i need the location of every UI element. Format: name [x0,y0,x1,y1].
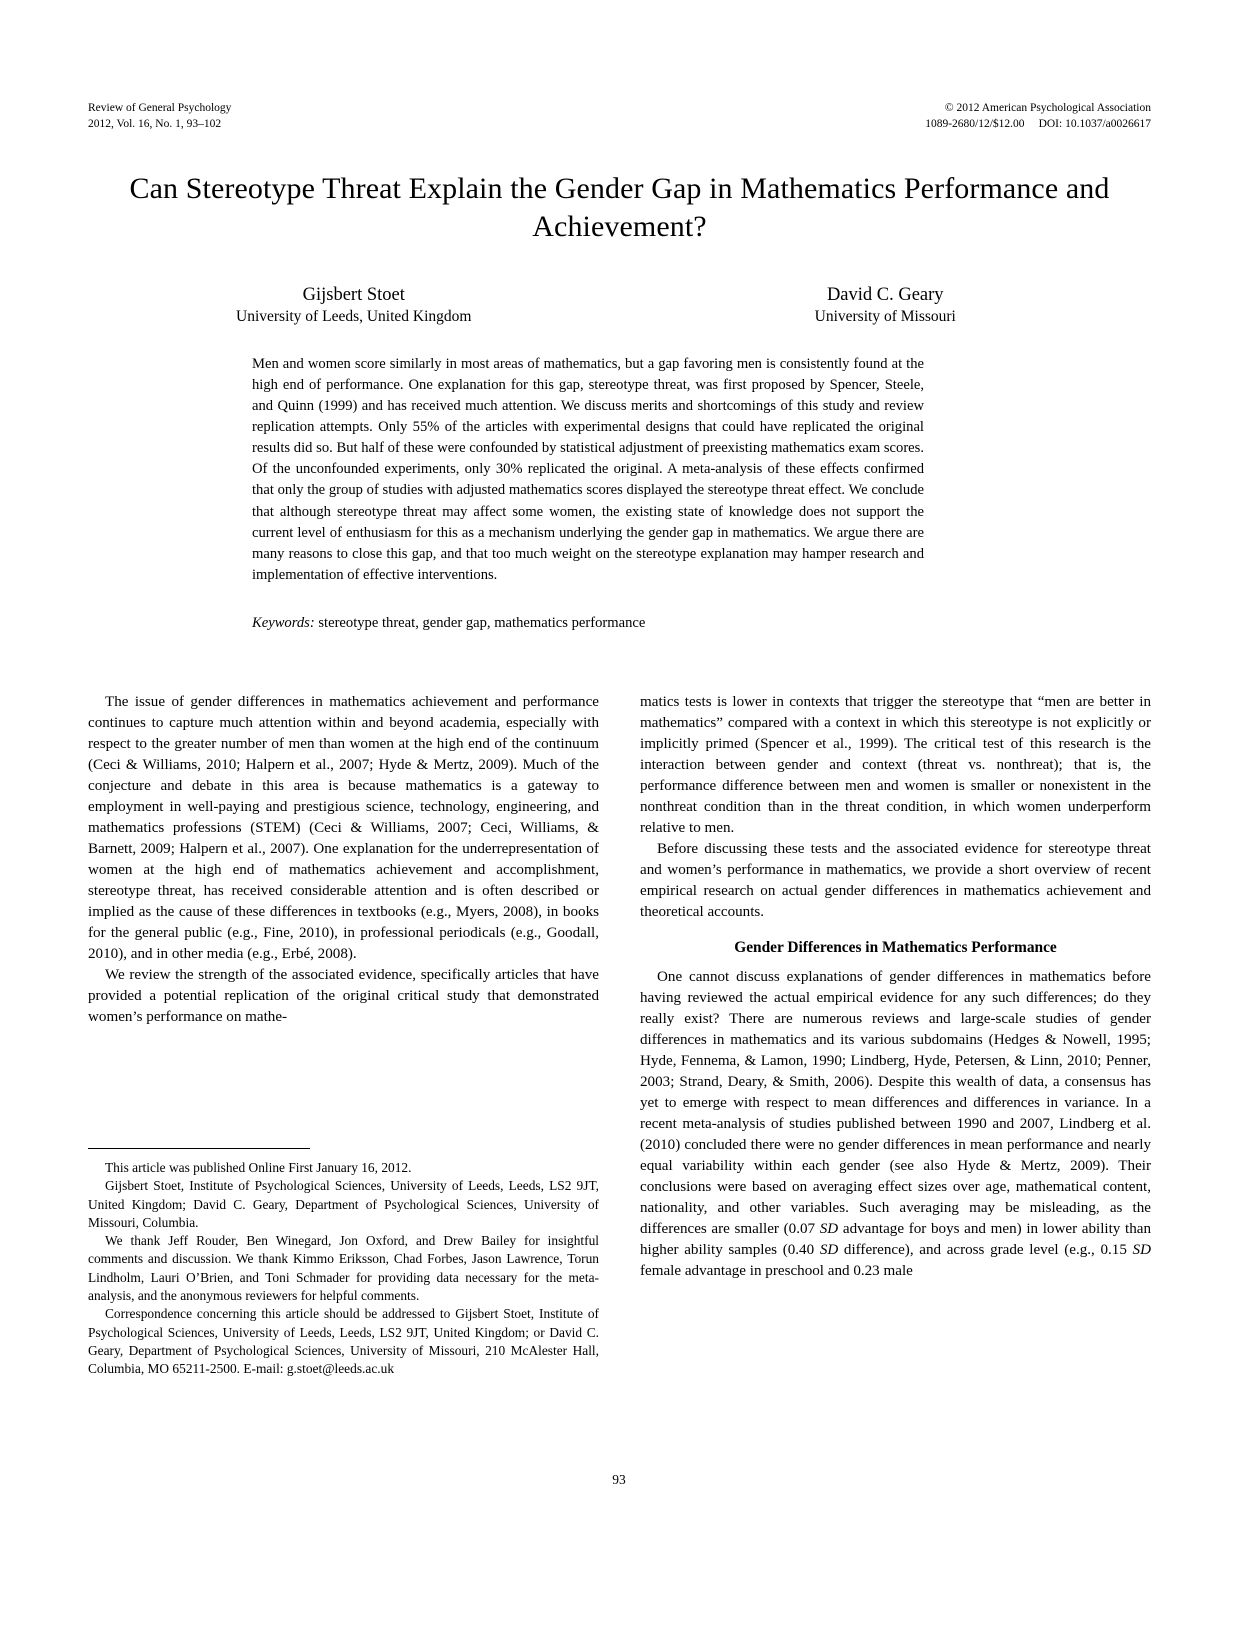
page-title: Can Stereotype Threat Explain the Gender Gap in Mathematics Performance and Achievement? [129,172,1110,244]
footnote-rule [88,1148,310,1149]
paragraph-part: female advantage in preschool and 0.23 male [640,1263,913,1280]
author-entry-1 [88,283,620,327]
keywords-line [252,613,924,634]
abstract: Men and women score similarly in most areas of mathematics, but a gap favoring men is consistently found at the high end of performance. One explanation for this gap, stereotype threat, was first proposed by Spencer, Steele, and Quinn (1999) and has received much attention. We discuss merits and shortcomings of this study and review replication attempts. Only 55% of the articles with experimental designs that could have replicated the original results did so. But half of these were confounded by statistical adjustment of preexisting mathematics exam scores. Of the unconfounded experiments, only 30% replicated the original. A meta-analysis of these effects confirmed that only the group of studies with adjusted mathematics scores displayed the stereotype threat effect. We conclude that although stereotype threat may affect some women, the existing state of knowledge does not support the current level of enthusiasm for this as a mechanism underlying the gender gap in mathematics. We argue there are many reasons to close this gap, and that too much weight on the stereotype explanation may hamper research and implementation of effective interventions. [252,356,924,583]
issn-doi-line [925,116,1151,132]
keywords-list: stereotype threat, gender gap, mathematics performance [314,615,646,631]
paragraph [640,967,1151,1282]
footnote-block [88,1148,599,1379]
masthead [88,100,1151,133]
section-heading: Gender Differences in Mathematics Performance [734,939,1057,956]
doi: DOI: 10.1037/a0026617 [1038,118,1151,131]
author-name: David C. Geary [826,285,944,305]
column-left [88,692,599,1452]
journal-issue: 2012, Vol. 16, No. 1, 93–102 [88,118,222,131]
paragraph-part: difference), and across grade level (e.g., 0.15 [838,1242,1133,1259]
author-block [88,283,1151,327]
masthead-right [925,100,1151,133]
paragraph: The issue of gender differences in mathematics achievement and performance continues to capture much attention within and beyond academia, especially with respect to the greater number of men than women at the high end of the continuum (Ceci & Williams, 2010; Halpern et al., 2007; Hyde & Mertz, 2009). Much of the conjecture and debate in this area is because mathematics is a gateway to employment in well-paying and prestigious science, technology, engineering, and mathematics professions (STEM) (Ceci & Williams, 2007; Ceci, Williams, & Barnett, 2009; Halpern et al., 2007). One explanation for the underrepresentation of women at the high end of mathematics achievement and accomplishment, stereotype threat, has received considerable attention and is often described or implied as the cause of these differences in textbooks (e.g., Myers, 2008), in books for the general public (e.g., Fine, 2010), in professional periodicals (e.g., Goodall, 2010), and in other media (e.g., Erbé, 2008). [88,694,599,962]
paragraph-part: advantage for boys and men) in lower ability than higher ability samples (0.40 [640,1221,1151,1259]
paragraph-part: One cannot discuss explanations of gender differences in mathematics before having reviewed the actual empirical evidence for any such differences; do they really exist? There are numerous reviews and large-scale studies of gender differences in mathematics and its various subdomains (Hedges & Nowell, 1995; Hyde, Fennema, & Lamon, 1990; Lindberg, Hyde, Petersen, & Linn, 2010; Penner, 2003; Strand, Deary, & Smith, 2006). Despite this wealth of data, a consensus has yet to emerge with respect to mean differences and differences in variance. In a recent meta-analysis of studies published between 1990 and 2007, Lindberg et al. (2010) concluded there were no gender differences in mean performance and nearly equal variability within each gender (see also Hyde & Mertz, 2009). Their conclusions were based on averaging effect sizes over age, mathematical content, nationality, and other variables. Such averaging may be misleading, as the differences are smaller (0.07 [640,969,1151,1238]
copyright-line: © 2012 American Psychological Association [944,102,1151,114]
column-right [640,692,1151,1452]
body-columns [88,692,1151,1452]
author-name: Gijsbert Stoet [302,285,405,305]
journal-name: Review of General Psychology [88,102,232,114]
paragraph: matics tests is lower in contexts that trigger the stereotype that “men are better in mathematics” compared with a context in which this stereotype is not explicitly or implicitly primed (Spencer et al., 1999). The critical test of this research is the interaction between gender and context (threat vs. nonthreat); that is, the performance difference between men and women is smaller or nonexistent in the nonthreat condition than in the threat condition, in which women underperform relative to men. [640,694,1151,836]
paragraph: We review the strength of the associated evidence, specifically articles that have provided a potential replication of the original critical study that demonstrated women’s performance on mathe- [88,967,599,1025]
footnote-item: Gijsbert Stoet, Institute of Psychological Sciences, University of Leeds, Leeds, LS2 9JT, United Kingdom; David C. Geary, Department of Psychological Sciences, University of Missouri, Columbia. [88,1178,599,1230]
page-number: 93 [612,1472,626,1487]
title-block [88,170,1151,247]
sd-abbrev: SD [819,1242,839,1259]
footnote-item: This article was published Online First January 16, 2012. [105,1160,412,1175]
author-affiliation: University of Leeds, United Kingdom [236,308,472,326]
footnote-item: Correspondence concerning this article should be addressed to Gijsbert Stoet, Institute of Psychological Sciences, University of Leeds, Leeds, LS2 9JT, United Kingdom; or David C. Geary, Department of Psychological Sciences, University of Missouri, 210 McAlester Hall, Columbia, MO 65211-2500. E-mail: g.stoet@leeds.ac.uk [88,1306,599,1377]
footnote-item: We thank Jeff Rouder, Ben Winegard, Jon Oxford, and Drew Bailey for insightful comments and discussion. We thank Kimmo Eriksson, Chad Forbes, Jason Lawrence, Torun Lindholm, Lauri O’Brien, and Toni Schmader for providing data necessary for the meta-analysis, and the anonymous reviewers for helpful comments. [88,1233,599,1304]
paragraph: Before discussing these tests and the associated evidence for stereotype threat and women’s performance in mathematics, we provide a short overview of recent empirical research on actual gender differences in mathematics achievement and theoretical accounts. [640,841,1151,920]
sd-abbrev: SD [1132,1242,1151,1259]
masthead-left [88,100,231,133]
author-affiliation: University of Missouri [814,308,956,326]
issn-price: 1089-2680/12/$12.00 [925,118,1025,131]
keywords-label: Keywords: [252,615,315,631]
sd-abbrev: SD [819,1221,839,1238]
author-entry-2 [620,283,1152,327]
